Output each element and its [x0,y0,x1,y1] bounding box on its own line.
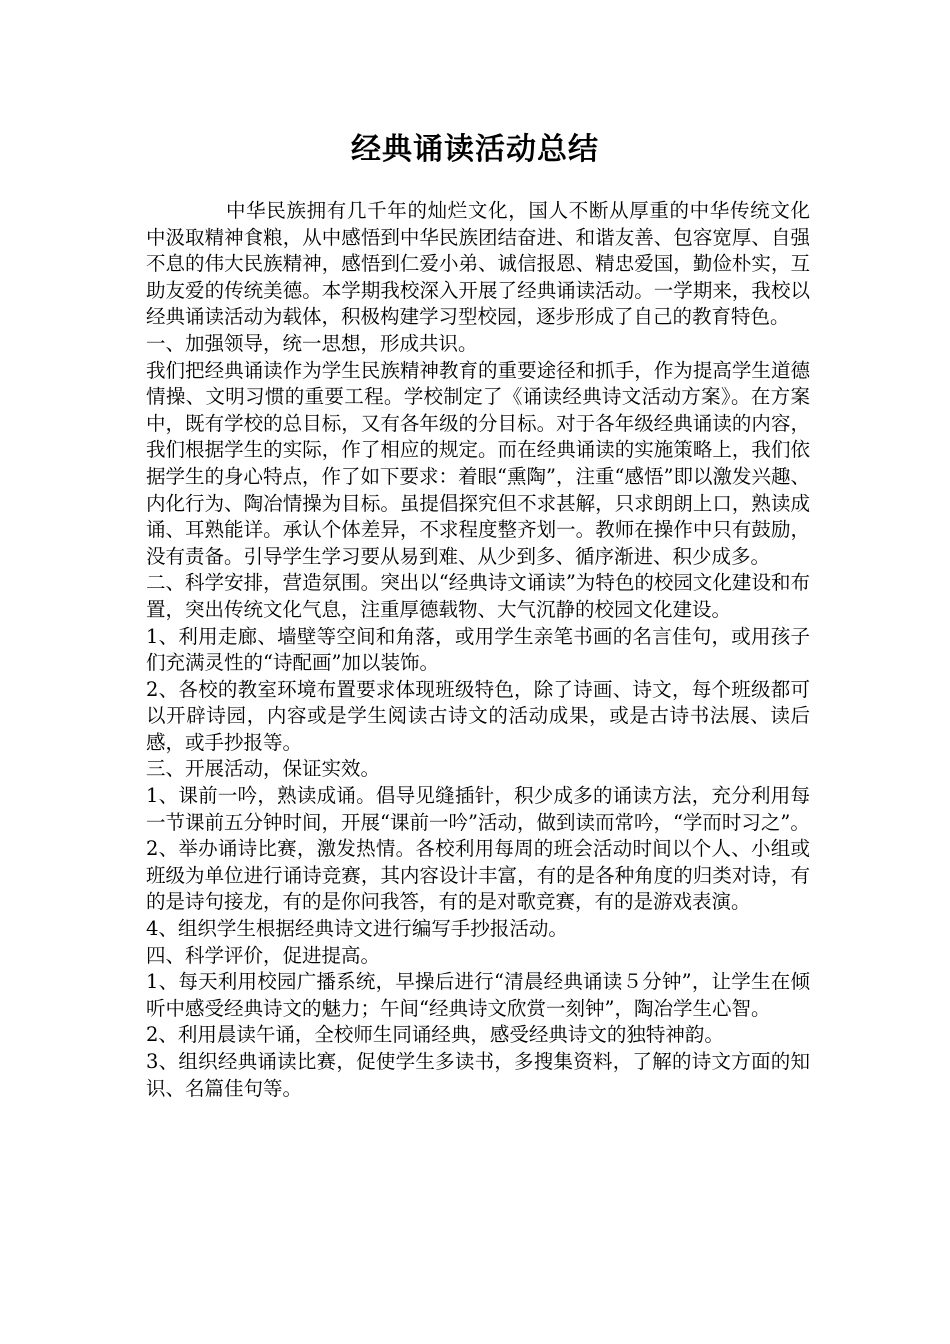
list-item: 1、每天利用校园广播系统，早操后进行“清晨经典诵读５分钟”，让学生在倾听中感受经典诗文的魅力；午间“经典诗文欣赏一刻钟”，陶冶学生心智。 [146,970,810,1020]
document-body [146,198,810,1102]
list-item: 4、组织学生根据经典诗文进行编写手抄报活动。 [146,917,568,941]
list-item: 2、举办诵诗比赛，激发热情。各校利用每周的班会活动时间以个人、小组或班级为单位进行诵诗竞赛，其内容设计丰富，有的是各种角度的归类对诗，有的是诗句接龙，有的是你问我答，有的是对歌竞赛，有的是游戏表演。 [146,837,810,914]
paragraph: 我们把经典诵读作为学生民族精神教育的重要途径和抓手，作为提高学生道德情操、文明习惯的重要工程。学校制定了《诵读经典诗文活动方案》。在方案中，既有学校的总目标，又有各年级的分目标。对于各年级经典诵读的内容，我们根据学生的实际，作了相应的规定。而在经典诵读的实施策略上，我们依据学生的身心特点，作了如下要求：着眼“熏陶”，注重“感悟”即以激发兴趣、内化行为、陶冶情操为目标。虽提倡探究但不求甚解，只求朗朗上口，熟读成诵、耳熟能详。承认个体差异，不求程度整齐划一。教师在操作中只有鼓励，没有责备。引导学生学习要从易到难、从少到多、循序渐进、积少成多。 [146,358,810,568]
section-heading-4: 四、科学评价，促进提高。 [146,943,381,967]
section-heading-2: 二、科学安排，营造氛围。突出以“经典诗文诵读”为特色的校园文化建设和布置，突出传统文化气息，注重厚德载物、大气沉静的校园文化建设。 [146,571,810,621]
document-title: 经典诵读活动总结 [351,132,599,167]
list-item: 2、利用晨读午诵，全校师生同诵经典，感受经典诗文的独特神韵。 [146,1023,724,1047]
list-item: 1、利用走廊、墙壁等空间和角落，或用学生亲笔书画的名言佳句，或用孩子们充满灵性的“诗配画”加以装饰。 [146,624,810,675]
list-item: 3、组织经典诵读比赛，促使学生多读书，多搜集资料，了解的诗文方面的知识、名篇佳句等。 [146,1050,810,1100]
paragraph-intro: 中华民族拥有几千年的灿烂文化，国人不断从厚重的中华传统文化中汲取精神食粮，从中感悟到中华民族团结奋进、和谐友善、包容宽厚、自强不息的伟大民族精神，感悟到仁爱小弟、诚信报恩、精忠爱国，勤俭朴实，互助友爱的传统美德。本学期我校深入开展了经典诵读活动。一学期来，我校以经典诵读活动为载体，积极构建学习型校园，逐步形成了自己的教育特色。 [146,199,810,329]
section-heading-1: 一、加强领导，统一思想，形成共识。 [146,331,478,355]
section-heading-3: 三、开展活动，保证实效。 [146,757,381,781]
list-item: 2、各校的教室环境布置要求体现班级特色，除了诗画、诗文，每个班级都可以开辟诗园，内容或是学生阅读古诗文的活动成果，或是古诗书法展、读后感，或手抄报等。 [146,677,810,754]
list-item: 1、课前一吟，熟读成诵。倡导见缝插针，积少成多的诵读方法，充分利用每一节课前五分钟时间，开展“课前一吟”活动，做到读而常吟，“学而时习之”。 [146,784,810,834]
